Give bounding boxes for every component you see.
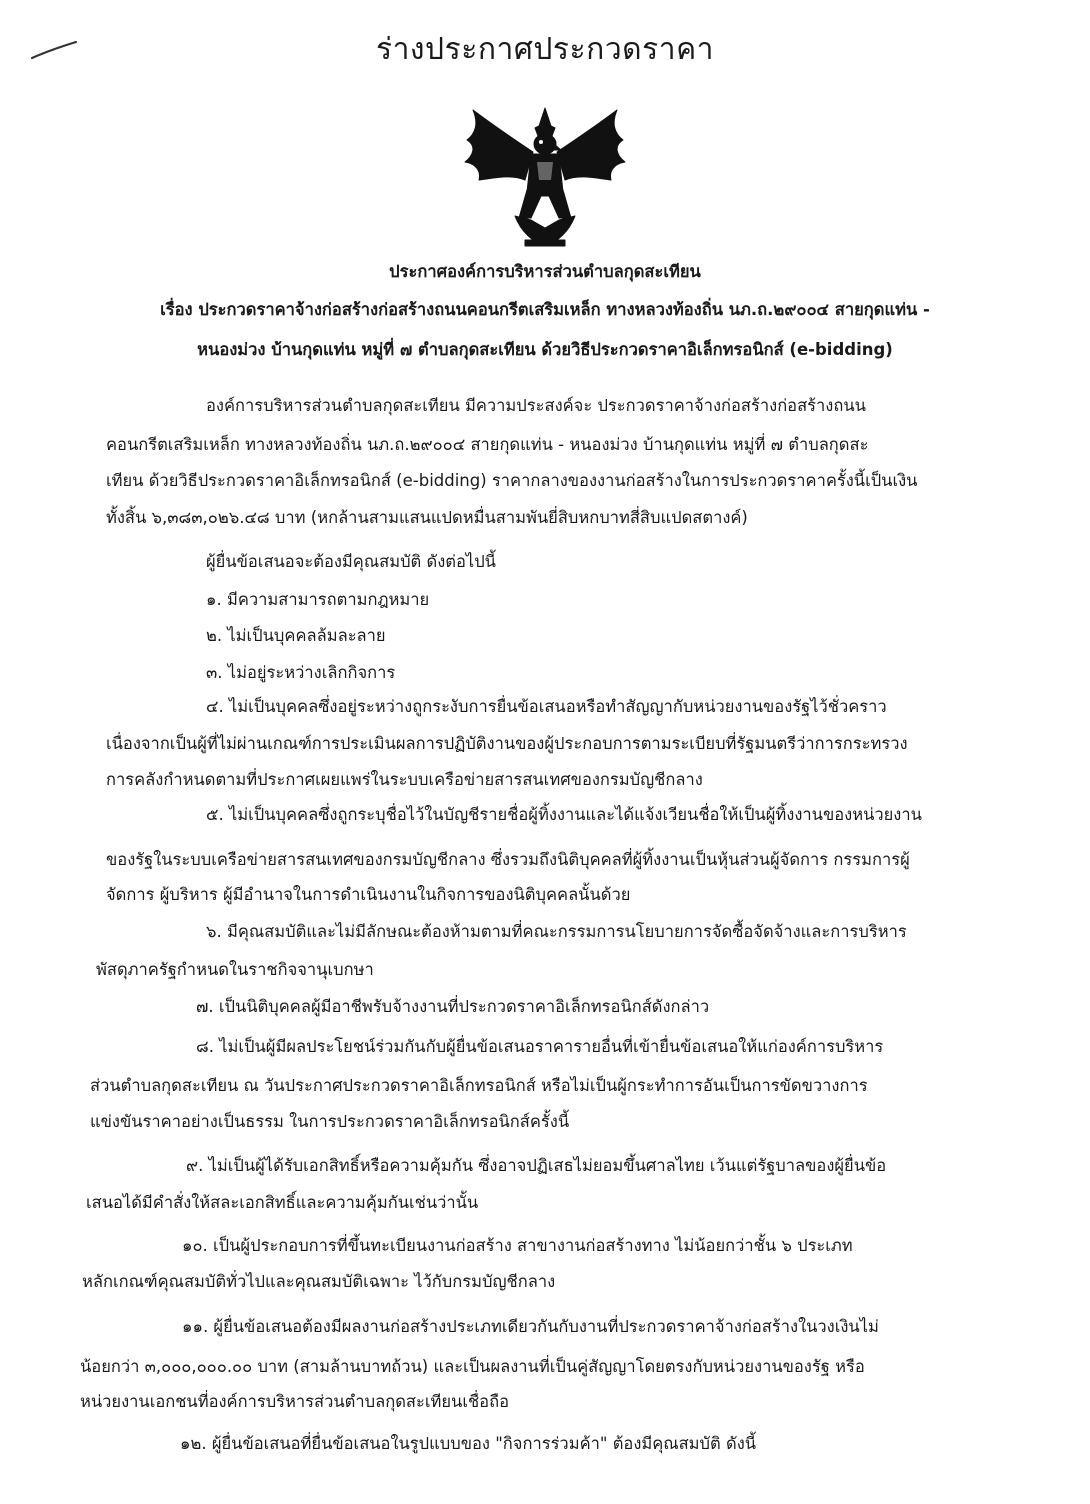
qualification-intro: ผู้ยื่นข้อเสนอจะต้องมีคุณสมบัติ ดังต่อไปนี้ [206, 552, 496, 571]
item-2: ๒. ไม่เป็นบุคคลล้มละลาย [206, 626, 386, 645]
item-4-line-2: เนื่องจากเป็นผู้ที่ไม่ผ่านเกณฑ์การประเมินผลการปฏิบัติงานของผู้ประกอบการตามระเบียบที่รัฐมนตรีว่าการกระทรวง [106, 734, 908, 753]
item-10-line-2: หลักเกณฑ์คุณสมบัติทั่วไปและคุณสมบัติเฉพาะ ไว้กับกรมบัญชีกลาง [82, 1272, 556, 1291]
item-5-line-2: ของรัฐในระบบเครือข่ายสารสนเทศของกรมบัญชีกลาง ซึ่งรวมถึงนิติบุคคลที่ผู้ทิ้งงานเป็นหุ้นส่วนผู้จัดการ กรรมการผู้ [106, 850, 910, 869]
item-6-line-1: ๖. มีคุณสมบัติและไม่มีลักษณะต้องห้ามตามที่คณะกรรมการนโยบายการจัดซื้อจัดจ้างและการบริหาร [206, 922, 907, 941]
item-6-line-2: พัสดุภาครัฐกำหนดในราชกิจจานุเบกษา [96, 960, 374, 979]
item-5-line-1: ๕. ไม่เป็นบุคคลซึ่งถูกระบุชื่อไว้ในบัญชีรายชื่อผู้ทิ้งงานและได้แจ้งเวียนชื่อให้เป็นผู้ทิ้งงานของหน่วยงาน [206, 805, 922, 824]
agency-heading: ประกาศองค์การบริหารส่วนตำบลกุดสะเทียน [389, 262, 701, 281]
item-1: ๑. มีความสามารถตามกฎหมาย [206, 590, 430, 609]
item-7: ๗. เป็นนิติบุคคลผู้มีอาชีพรับจ้างงานที่ประกวดราคาอิเล็กทรอนิกส์ดังกล่าว [196, 997, 710, 1016]
item-5-line-3: จัดการ ผู้บริหาร ผู้มีอำนาจในการดำเนินงานในกิจการของนิติบุคคลนั้นด้วย [106, 885, 631, 904]
item-4-line-1: ๔. ไม่เป็นบุคคลซึ่งอยู่ระหว่างถูกระงับการยื่นข้อเสนอหรือทำสัญญากับหน่วยงานของรัฐไว้ชั่วคราว [206, 697, 887, 716]
item-8-line-2: ส่วนตำบลกุดสะเทียน ณ วันประกาศประกวดราคาอิเล็กทรอนิกส์ หรือไม่เป็นผู้กระทำการอันเป็นการขัดขวางการ [90, 1076, 868, 1095]
item-9-line-2: เสนอได้มีคำสั่งให้สละเอกสิทธิ์และความคุ้มกันเช่นว่านั้น [86, 1193, 479, 1212]
item-4-line-3: การคลังกำหนดตามที่ประกาศเผยแพร่ในระบบเครือข่ายสารสนเทศของกรมบัญชีกลาง [106, 770, 703, 789]
item-3: ๓. ไม่อยู่ระหว่างเลิกกิจการ [206, 663, 396, 682]
item-9-line-1: ๙. ไม่เป็นผู้ได้รับเอกสิทธิ์หรือความคุ้มกัน ซึ่งอาจปฏิเสธไม่ยอมขึ้นศาลไทย เว้นแต่รัฐบาลของผู้ยื่นข้อ [186, 1156, 887, 1175]
draft-title: ร่างประกาศประกวดราคา [375, 32, 715, 67]
intro-line-3: เทียน ด้วยวิธีประกวดราคาอิเล็กทรอนิกส์ (e-bidding) ราคากลางของงานก่อสร้างในการประกวดราคาครั้งนี้เป็นเงิน [106, 471, 918, 490]
item-8-line-3: แข่งขันราคาอย่างเป็นธรรม ในการประกวดราคาอิเล็กทรอนิกส์ครั้งนี้ [90, 1112, 570, 1131]
item-8-line-1: ๘. ไม่เป็นผู้มีผลประโยชน์ร่วมกันกับผู้ยื่นข้อเสนอราคารายอื่นที่เข้ายื่นข้อเสนอให้แก่องค์การบริหาร [196, 1037, 884, 1056]
subject-line-2: หนองม่วง บ้านกุดแท่น หมู่ที่ ๗ ตำบลกุดสะเทียน ด้วยวิธีประกวดราคาอิเล็กทรอนิกส์ (e-bidding) [197, 340, 893, 359]
intro-line-2: คอนกรีตเสริมเหล็ก ทางหลวงท้องถิ่น นภ.ถ.๒๙๐๐๔ สายกุดแท่น - หนองม่วง บ้านกุดแท่น หมู่ที่ ๗ ตำบลกุดสะ [106, 435, 869, 454]
intro-line-4: ทั้งสิ้น ๖,๓๘๓,๐๒๖.๔๘ บาท (หกล้านสามแสนแปดหมื่นสามพันยี่สิบหกบาทสี่สิบแปดสตางค์) [106, 508, 748, 527]
item-10-line-1: ๑๐. เป็นผู้ประกอบการที่ขึ้นทะเบียนงานก่อสร้าง สาขางานก่อสร้างทาง ไม่น้อยกว่าชั้น ๖ ประเภท [182, 1236, 853, 1255]
item-12: ๑๒. ผู้ยื่นข้อเสนอที่ยื่นข้อเสนอในรูปแบบของ "กิจการร่วมค้า" ต้องมีคุณสมบัติ ดังนี้ [180, 1434, 757, 1453]
subject-line-1: เรื่อง ประกวดราคาจ้างก่อสร้างก่อสร้างถนนคอนกรีตเสริมเหล็ก ทางหลวงท้องถิ่น นภ.ถ.๒๙๐๐๔ สายกุดแท่น - [160, 300, 930, 319]
item-11-line-1: ๑๑. ผู้ยื่นข้อเสนอต้องมีผลงานก่อสร้างประเภทเดียวกันกับงานที่ประกวดราคาจ้างก่อสร้างในวงเงินไม่ [182, 1317, 879, 1336]
garuda-emblem [455, 100, 635, 250]
intro-line-1: องค์การบริหารส่วนตำบลกุดสะเทียน มีความประสงค์จะ ประกวดราคาจ้างก่อสร้างก่อสร้างถนน [206, 396, 866, 415]
item-11-line-2: น้อยกว่า ๓,๐๐๐,๐๐๐.๐๐ บาท (สามล้านบาทถ้วน) และเป็นผลงานที่เป็นคู่สัญญาโดยตรงกับหน่วยงานของรัฐ หรือ [80, 1357, 865, 1376]
item-11-line-3: หน่วยงานเอกชนที่องค์การบริหารส่วนตำบลกุดสะเทียนเชื่อถือ [80, 1392, 509, 1411]
